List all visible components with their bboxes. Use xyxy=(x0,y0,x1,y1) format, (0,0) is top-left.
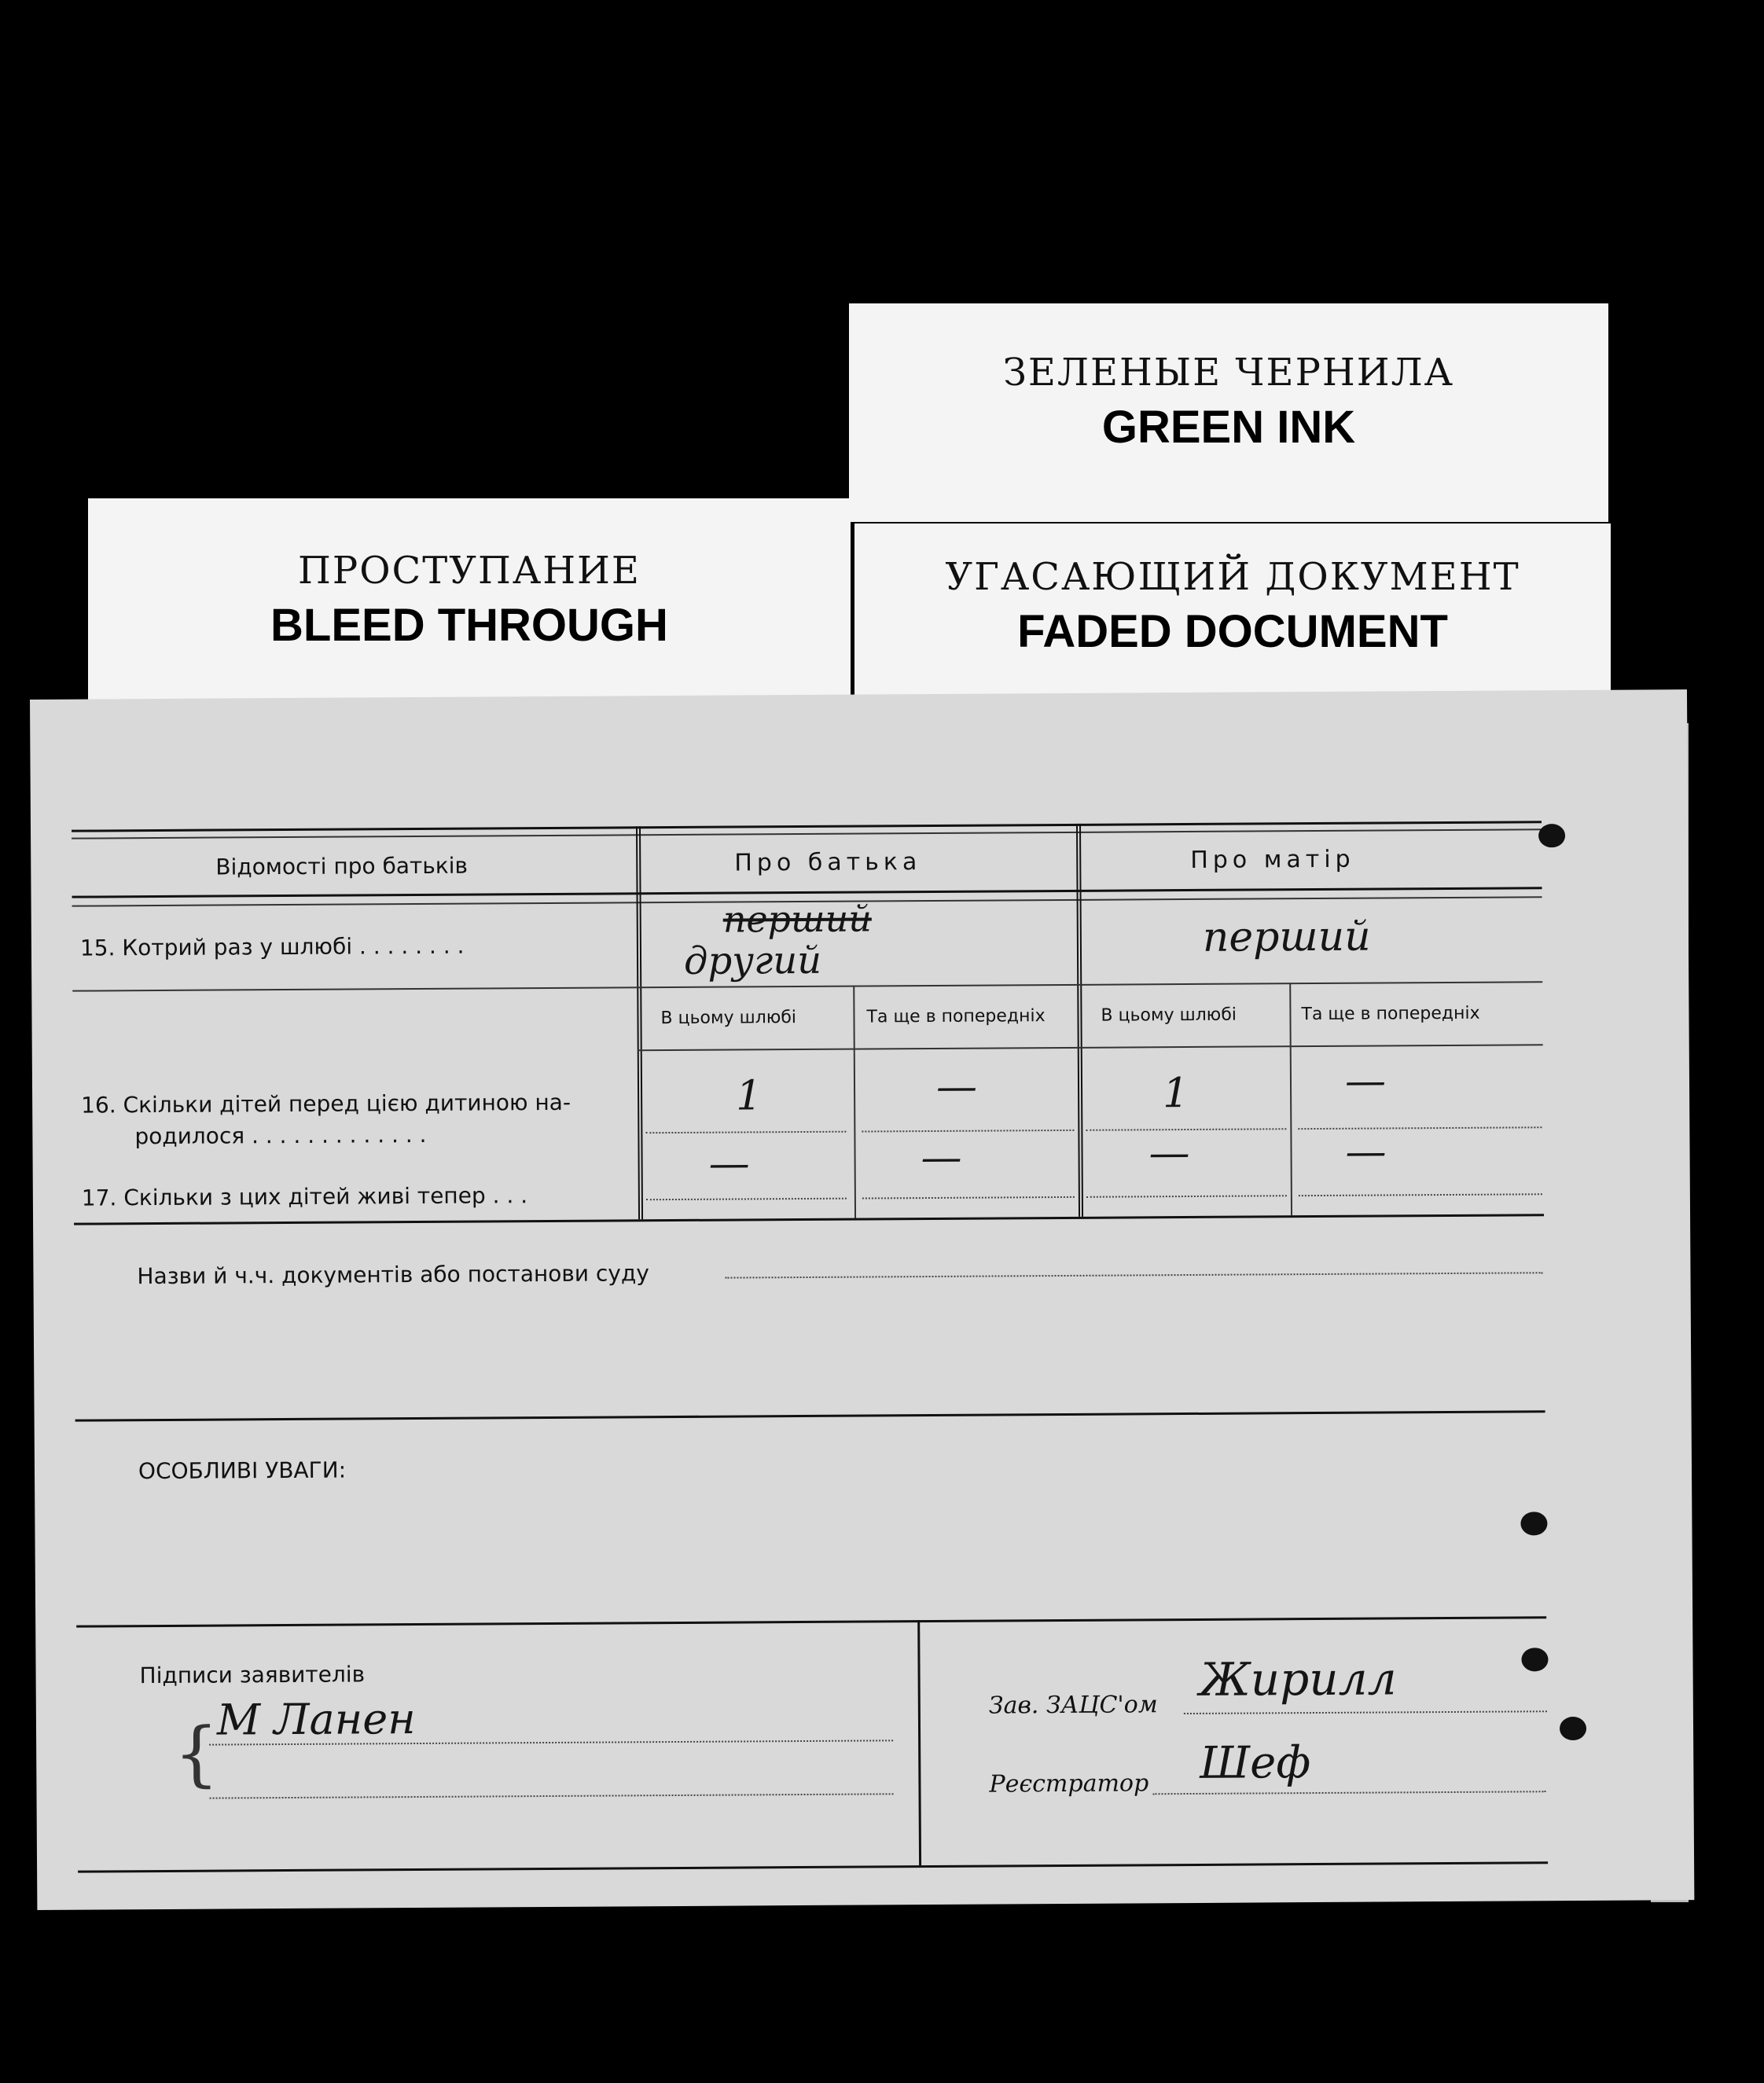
q17-dotline xyxy=(646,1198,847,1201)
signature-brace: { xyxy=(173,1712,219,1795)
q17-label: 17. Скільки з цих дітей живі тепер . . . xyxy=(81,1182,528,1211)
mother-this-marriage-header: В цьому шлюбі xyxy=(1101,1005,1237,1026)
mother-previous-header: Та ще в попередніх xyxy=(1301,1003,1480,1025)
applicant-signature-line-2 xyxy=(210,1793,894,1798)
civil-record-form xyxy=(30,689,1694,1910)
punch-hole xyxy=(1538,824,1565,847)
q17-mother-previous: — xyxy=(1345,1128,1387,1176)
applicants-signatures-label: Підписи заявителів xyxy=(139,1661,366,1689)
q16-mother-this-marriage: 1 xyxy=(1162,1070,1189,1118)
faded-document-en: FADED DOCUMENT xyxy=(1017,606,1448,657)
header-bottom-rule xyxy=(72,887,1542,898)
documents-label: Назви й ч.ч. документів або постанови суду xyxy=(137,1260,649,1290)
punch-hole xyxy=(1560,1717,1586,1740)
father-previous-header: Та ще в попередніх xyxy=(866,1006,1046,1027)
q16-label-line2: родилося . . . . . . . . . . . . . xyxy=(134,1121,427,1150)
head-signature: Жирилл xyxy=(1199,1651,1397,1706)
q15-label: 15. Котрий раз у шлюбі . . . . . . . . xyxy=(79,932,465,961)
about-father-header: Про батька xyxy=(734,848,922,877)
bleed-through-ru: ПРОСТУПАНИЕ xyxy=(298,549,641,593)
applicant-signature: М Ланен xyxy=(216,1694,416,1745)
about-mother-header: Про матір xyxy=(1190,845,1355,874)
form-bottom-rule xyxy=(78,1861,1548,1872)
signatures-top-rule xyxy=(76,1616,1546,1627)
q16-father-this-marriage: 1 xyxy=(735,1072,763,1120)
subheader-bottom-rule xyxy=(638,1044,1543,1051)
bleed-through-tag xyxy=(88,498,851,711)
green-ink-ru: ЗЕЛЕНЫЕ ЧЕРНИЛА xyxy=(1003,351,1454,395)
q16-father-previous: — xyxy=(935,1063,978,1111)
q16-dotline xyxy=(1298,1126,1542,1130)
q15-bottom-rule xyxy=(72,981,1542,991)
q17-dotline xyxy=(1299,1193,1542,1196)
q17-father-previous: — xyxy=(921,1133,962,1182)
punch-hole xyxy=(1520,1512,1547,1535)
green-ink-en: GREEN INK xyxy=(1101,402,1356,453)
punch-hole xyxy=(1521,1648,1548,1671)
q15-father-struck-answer: перший xyxy=(722,897,873,941)
q16-mother-previous: — xyxy=(1344,1057,1387,1105)
bleed-through-en: BLEED THROUGH xyxy=(270,600,668,651)
table-bottom-rule xyxy=(74,1214,1544,1225)
faded-document-tag xyxy=(854,524,1611,712)
registrar-label: Реєстратор xyxy=(989,1769,1149,1798)
father-subcolumn-divider xyxy=(853,986,856,1218)
mother-subcolumn-divider xyxy=(1289,983,1292,1215)
registrar-signature: Шеф xyxy=(1200,1737,1311,1789)
q15-mother-answer: перший xyxy=(1202,913,1371,961)
parents-info-header: Відомості про батьків xyxy=(215,852,469,880)
q17-mother-this-marriage: — xyxy=(1148,1129,1190,1177)
faded-document-ru: УГАСАЮЩИЙ ДОКУМЕНТ xyxy=(945,555,1520,599)
q17-father-this-marriage: — xyxy=(708,1140,750,1188)
q17-dotline xyxy=(862,1196,1075,1199)
special-notes-label: ОСОБЛИВІ УВАГИ: xyxy=(138,1457,347,1485)
column-divider-middle xyxy=(1076,824,1083,1217)
green-ink-tag xyxy=(849,303,1608,522)
q15-father-answer: другий xyxy=(683,938,822,983)
column-divider-left xyxy=(636,826,643,1219)
q17-dotline xyxy=(1086,1195,1287,1198)
q16-label-line1: 16. Скільки дітей перед цією дитиною на- xyxy=(81,1089,571,1119)
head-label: Зав. ЗАЦС'ом xyxy=(988,1691,1158,1720)
registrar-signature-line xyxy=(1153,1791,1546,1795)
q16-dotline xyxy=(862,1130,1074,1133)
q16-dotline xyxy=(645,1131,846,1134)
signatures-divider xyxy=(917,1620,921,1865)
head-signature-line xyxy=(1184,1710,1547,1714)
notes-top-rule xyxy=(75,1410,1545,1421)
father-this-marriage-header: В цьому шлюбі xyxy=(660,1008,797,1029)
documents-dotline xyxy=(726,1272,1543,1278)
